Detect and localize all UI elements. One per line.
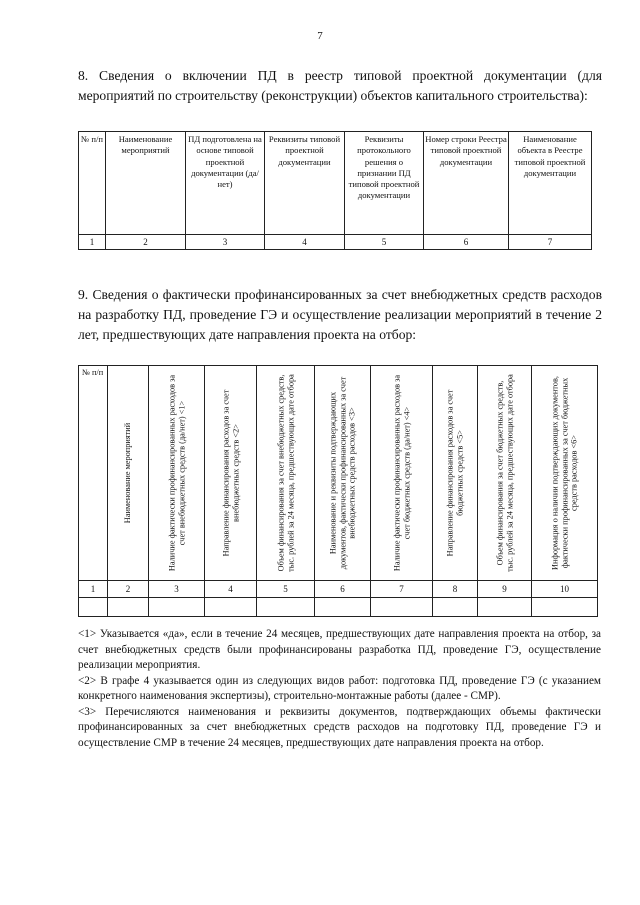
- table-header-cell: Номер строки Реестра типовой проектной документации: [424, 132, 509, 235]
- column-number: 9: [478, 581, 532, 598]
- table-header-cell: [371, 366, 433, 581]
- table-header-cell: [257, 366, 315, 581]
- vertical-header-text: Объем финансирования за счет внебюджетных средств, тыс. рублей за 24 месяца, предшествующих дате отбора: [275, 374, 295, 572]
- footnotes: [78, 627, 601, 751]
- table-header-cell: [433, 366, 478, 581]
- table-cell: [478, 598, 532, 617]
- table-header-row: [79, 132, 592, 235]
- footnote-3: <3> Перечисляются наименования и реквизиты документов, подтверждающих объемы фактически профинансированных за счет внебюджетных средств расходов на подготовку ПД, проведение ГЭ и осуществление СМР в течение 24 месяцев, предшествующих дате направления проекта на отбор.: [78, 705, 601, 749]
- table-cell: [315, 598, 371, 617]
- table-header-cell: Реквизиты типовой проектной документации: [265, 132, 345, 235]
- vertical-header-text: Наименование и реквизиты подтверждающих документов, фактически профинансированных за счет внебюджетных средств расходов <3>: [328, 376, 357, 570]
- column-number: 1: [79, 581, 108, 598]
- section-8-heading: 8. Сведения о включении ПД в реестр типовой проектной документации (для мероприятий по строительству (реконструкции) объектов капитального строительства):: [78, 68, 602, 103]
- table-header-cell: Наименование мероприятий: [106, 132, 186, 235]
- table-header-cell: ПД подготовлена на основе типовой проектной документации (да/нет): [186, 132, 265, 235]
- table-header-cell: Наименование объекта в Реестре типовой проектной документации: [509, 132, 592, 235]
- vertical-header-text: Направление финансирования расходов за счет внебюджетных средств <2>: [220, 389, 240, 557]
- table-cell: [108, 598, 149, 617]
- table-number-row: [79, 235, 592, 250]
- table-cell: [371, 598, 433, 617]
- vertical-header-text: Информация о наличии подтверждающих документов, фактически профинансированных за счет бюджетных средств расходов <6>: [550, 376, 579, 570]
- table-cell: [257, 598, 315, 617]
- column-number: 4: [265, 235, 345, 250]
- table-header-cell: [532, 366, 598, 581]
- table-empty-row: [79, 598, 598, 617]
- column-number: 1: [79, 235, 106, 250]
- vertical-header-text: Наличие фактически профинансированных расходов за счет бюджетных средств (да/нет) <4>: [391, 374, 411, 572]
- footnote-1: <1> Указывается «да», если в течение 24 месяцев, предшествующих дате направления проекта на отбор, за счет внебюджетных средств были профинансированы разработка ПД, проведение ГЭ, осуществление реализации мероприятия.: [78, 628, 601, 671]
- table-header-cell: [149, 366, 205, 581]
- table-header-cell: № п/п: [79, 366, 108, 581]
- table-cell: [205, 598, 257, 617]
- vertical-header-text: Направление финансирования расходов за счет бюджетных средств <5>: [445, 389, 464, 557]
- table-header-cell: [478, 366, 532, 581]
- vertical-header-text: Наименование мероприятий: [123, 422, 133, 524]
- table-header-cell: [315, 366, 371, 581]
- column-number: 4: [205, 581, 257, 598]
- column-number: 3: [149, 581, 205, 598]
- column-number: 7: [371, 581, 433, 598]
- column-number: 8: [433, 581, 478, 598]
- table-cell: [433, 598, 478, 617]
- footnote-2: <2> В графе 4 указывается один из следующих видов работ: подготовка ПД, проведение ГЭ (с указанием конкретного наименования экспертизы), строительно-монтажные работы (далее - СМР).: [78, 674, 601, 702]
- column-number: 2: [106, 235, 186, 250]
- table-header-cell: № п/п: [79, 132, 106, 235]
- table-header-cell: [108, 366, 149, 581]
- column-number: 3: [186, 235, 265, 250]
- column-number: 7: [509, 235, 592, 250]
- vertical-header-text: Наличие фактически профинансированных расходов за счет внебюджетных средств (да/нет) <1>: [166, 374, 186, 572]
- table-header-cell: Реквизиты протокольного решения о признании ПД типовой проектной документации: [345, 132, 424, 235]
- table-cell: [79, 598, 108, 617]
- column-number: 6: [315, 581, 371, 598]
- vertical-header-text: Объем финансирования за счет бюджетных средств, тыс. рублей за 24 месяца, предшествующих дате отбора: [494, 374, 514, 572]
- column-number: 10: [532, 581, 598, 598]
- section-9-table: [78, 365, 598, 617]
- column-number: 2: [108, 581, 149, 598]
- table-cell: [149, 598, 205, 617]
- table-header-cell: [205, 366, 257, 581]
- section-8-table: [78, 131, 592, 250]
- page-number: 7: [317, 30, 323, 42]
- table-cell: [532, 598, 598, 617]
- section-9-heading: 9. Сведения о фактически профинансированных за счет внебюджетных средств расходов на разработку ПД, проведение ГЭ и осуществление реализации мероприятий в течение 2 лет, предшествующих дате направления проекта на отбор:: [78, 287, 602, 342]
- column-number: 5: [257, 581, 315, 598]
- table-header-row: [79, 366, 598, 581]
- column-number: 6: [424, 235, 509, 250]
- column-number: 5: [345, 235, 424, 250]
- table-number-row: [79, 581, 598, 598]
